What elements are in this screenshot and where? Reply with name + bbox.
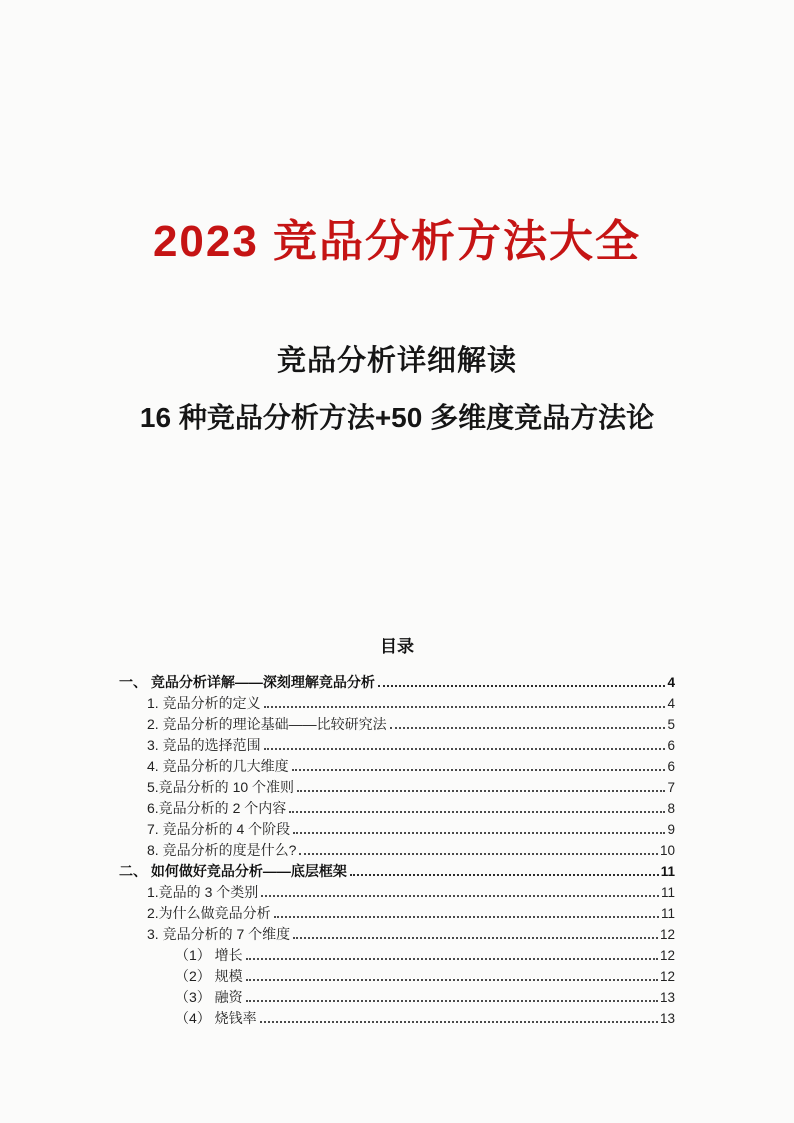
toc-dotted-leader bbox=[261, 895, 659, 897]
toc-entry[interactable] bbox=[119, 966, 675, 987]
document-subtitle-secondary: 16 种竞品分析方法+50 多维度竞品方法论 bbox=[139, 402, 655, 433]
toc-entry[interactable] bbox=[119, 714, 675, 735]
toc-entry-label: 3. 竞品的选择范围 bbox=[147, 737, 261, 753]
toc-dotted-leader bbox=[264, 706, 666, 708]
toc-dotted-leader bbox=[260, 1021, 658, 1023]
toc-entry-label: 1. 竞品分析的定义 bbox=[147, 695, 261, 711]
toc-dotted-leader bbox=[390, 727, 666, 729]
toc-entry[interactable] bbox=[119, 1008, 675, 1029]
toc-entry[interactable] bbox=[119, 840, 675, 861]
toc-entry[interactable] bbox=[119, 945, 675, 966]
toc-entry[interactable] bbox=[119, 798, 675, 819]
toc-entry[interactable] bbox=[119, 861, 675, 882]
toc-dotted-leader bbox=[246, 1000, 658, 1002]
toc-entry[interactable] bbox=[119, 987, 675, 1008]
toc-entry-label: 4. 竞品分析的几大维度 bbox=[147, 758, 289, 774]
toc-entry[interactable] bbox=[119, 693, 675, 714]
toc-entry-page-number: 11 bbox=[660, 906, 675, 921]
toc-dotted-leader bbox=[293, 832, 665, 834]
toc-entry-label: 一、 竞品分析详解——深刻理解竞品分析 bbox=[119, 674, 375, 690]
toc-entry[interactable] bbox=[119, 777, 675, 798]
toc-entry[interactable] bbox=[119, 903, 675, 924]
toc-entry[interactable] bbox=[119, 672, 675, 693]
toc-entry-label: 7. 竞品分析的 4 个阶段 bbox=[147, 821, 291, 837]
toc-entry-label: 3. 竞品分析的 7 个维度 bbox=[147, 926, 291, 942]
toc-dotted-leader bbox=[264, 748, 666, 750]
toc-entry-label: 8. 竞品分析的度是什么? bbox=[147, 842, 297, 858]
toc-dotted-leader bbox=[246, 958, 658, 960]
toc-dotted-leader bbox=[350, 874, 659, 876]
toc-entry-page-number: 12 bbox=[659, 948, 675, 963]
document-subtitle-primary: 竞品分析详细解读 bbox=[276, 345, 517, 377]
toc-dotted-leader bbox=[289, 811, 665, 813]
toc-entry-label: 1.竞品的 3 个类别 bbox=[147, 884, 259, 900]
toc-entry-page-number: 4 bbox=[667, 675, 675, 690]
document-title: 2023 竞品分析方法大全 bbox=[152, 217, 642, 266]
toc-entry-label: 6.竞品分析的 2 个内容 bbox=[147, 800, 287, 816]
toc-entry-label: （1） 增长 bbox=[175, 947, 243, 963]
toc-entry-label: （4） 烧钱率 bbox=[175, 1010, 257, 1026]
toc-entry-page-number: 4 bbox=[667, 696, 675, 711]
toc-entry-page-number: 6 bbox=[667, 759, 675, 774]
toc-dotted-leader bbox=[378, 685, 666, 687]
toc-dotted-leader bbox=[297, 790, 665, 792]
toc-entry[interactable] bbox=[119, 819, 675, 840]
toc-entry-page-number: 13 bbox=[659, 1011, 675, 1026]
toc-entry-page-number: 13 bbox=[659, 990, 675, 1005]
toc-entry-page-number: 11 bbox=[660, 885, 675, 900]
toc-entry-label: （3） 融资 bbox=[175, 989, 243, 1005]
toc-entry-page-number: 11 bbox=[660, 864, 675, 879]
toc-entry-label: 5.竞品分析的 10 个准则 bbox=[147, 779, 295, 795]
toc-entry-page-number: 6 bbox=[667, 738, 675, 753]
toc-heading: 目录 bbox=[380, 637, 414, 656]
toc-entry-page-number: 5 bbox=[667, 717, 675, 732]
toc-entry[interactable] bbox=[119, 882, 675, 903]
toc-dotted-leader bbox=[299, 853, 658, 855]
toc-entry-page-number: 8 bbox=[667, 801, 675, 816]
toc-entry-label: 2.为什么做竞品分析 bbox=[147, 905, 271, 921]
toc-entry-label: 2. 竞品分析的理论基础——比较研究法 bbox=[147, 716, 387, 732]
toc-dotted-leader bbox=[292, 769, 666, 771]
toc-list bbox=[119, 672, 675, 1029]
toc-entry-page-number: 7 bbox=[667, 780, 675, 795]
toc-entry-page-number: 12 bbox=[659, 927, 675, 942]
toc-dotted-leader bbox=[274, 916, 659, 918]
toc-entry-page-number: 10 bbox=[659, 843, 675, 858]
toc-entry[interactable] bbox=[119, 735, 675, 756]
toc-entry-page-number: 12 bbox=[659, 969, 675, 984]
toc-dotted-leader bbox=[293, 937, 658, 939]
toc-entry[interactable] bbox=[119, 924, 675, 945]
toc-dotted-leader bbox=[246, 979, 658, 981]
toc-entry-label: 二、 如何做好竞品分析——底层框架 bbox=[119, 863, 347, 879]
toc-entry-page-number: 9 bbox=[667, 822, 675, 837]
toc-entry[interactable] bbox=[119, 756, 675, 777]
toc-entry-label: （2） 规模 bbox=[175, 968, 243, 984]
